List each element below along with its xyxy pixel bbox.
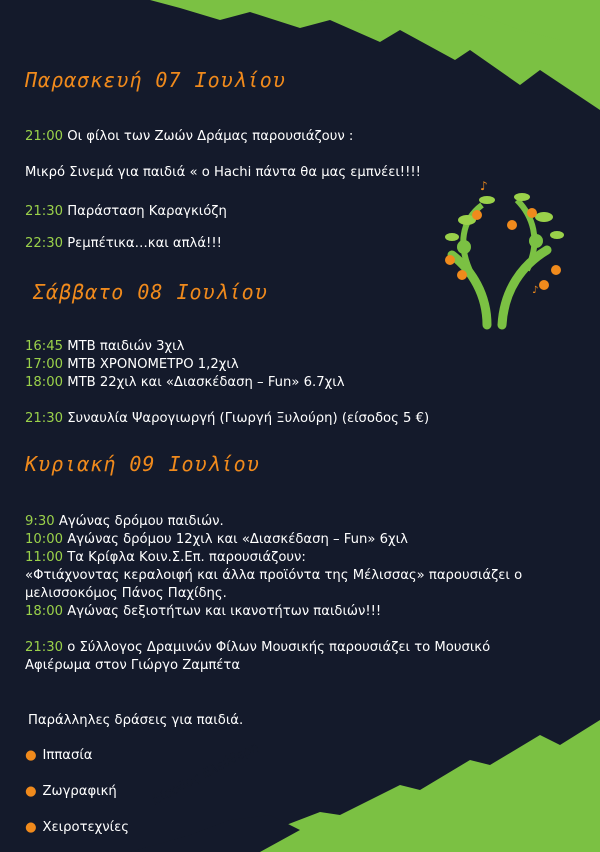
friday-event-2 [25,165,421,180]
event-text: MTB 22χιλ και «Διασκέδαση – Fun» 6.7χιλ [63,375,345,390]
sunday-event-4 [25,568,522,583]
svg-text:♪: ♪ [532,285,539,296]
saturday-event-3 [25,375,345,390]
event-time: 9:30 [25,514,55,529]
friday-title: Παρασκευή 07 Ιουλίου [25,68,286,92]
saturday-title: Σάββατο 08 Ιουλίου [33,280,268,304]
kids-item-label: Ιππασία [42,748,93,763]
sunday-event-3 [25,550,306,565]
event-text: Αγώνας δρόμου παιδιών. [54,514,224,529]
tree-figures-icon [432,175,572,335]
event-text: Αφιέρωμα στον Γιώργο Ζαμπέτα [25,658,241,673]
sunday-title: Κυριακή 09 Ιουλίου [25,452,260,476]
event-time: 21:00 [25,129,64,144]
event-text: Οι φίλοι των Ζωών Δράμας παρουσιάζουν : [63,129,354,144]
event-text: Αγώνας δρόμου 12χιλ και «Διασκέδαση – Fun» 6χιλ [63,532,408,547]
kids-heading: Παράλληλες δράσεις για παιδιά. [28,713,244,728]
event-text: «Φτιάχνοντας κεραλοιφή και άλλα προϊόντα της Μέλισσας» παρουσιάζει ο [25,568,523,583]
kids-item [25,820,129,835]
sunday-event-1 [25,514,224,529]
event-text: Ρεμπέτικα…και απλά!!! [63,236,222,251]
event-time: 10:00 [25,532,64,547]
saturday-event-4 [25,411,429,426]
kids-item-label: Χειροτεχνίες [42,820,129,835]
sunday-event-5 [25,586,227,601]
bullet-dot-icon: ● [25,820,37,835]
friday-event-4 [25,236,222,251]
free-entry-label: Είσοδος Ελεύθερη [150,739,262,809]
friday-event-1 [25,129,353,144]
sunday-event-8 [25,658,240,673]
saturday-event-2 [25,357,239,372]
event-text: μελισσοκόμος Πάνος Παχίδης. [25,586,227,601]
bullet-dot-icon: ● [25,748,37,763]
sunday-event-6 [25,604,381,619]
svg-text:♪: ♪ [480,179,488,193]
event-time: 21:30 [25,411,64,426]
kids-item [25,748,93,763]
kids-item [25,784,117,799]
event-text: MTB παιδιών 3χιλ [63,339,185,354]
event-text: MTB ΧΡΟΝΟΜΕΤΡΟ 1,2χιλ [63,357,239,372]
sunday-event-7 [25,640,490,655]
event-time: 21:30 [25,204,64,219]
event-time: 17:00 [25,357,64,372]
event-time: 22:30 [25,236,64,251]
event-text: Παράσταση Καραγκιόζη [63,204,227,219]
event-time: 21:30 [25,640,64,655]
event-text: ο Σύλλογος Δραμινών Φίλων Μουσικής παρουσιάζει το Μουσικό [63,640,491,655]
event-time: 18:00 [25,604,64,619]
sunday-event-2 [25,532,408,547]
event-time: 16:45 [25,339,64,354]
friday-event-3 [25,204,227,219]
event-time: 18:00 [25,375,64,390]
bullet-dot-icon: ● [25,784,37,799]
event-text: Μικρό Σινεμά για παιδιά « ο Hachi πάντα θα μας εμπνέει!!!! [25,165,421,180]
event-text: Αγώνας δεξιοτήτων και ικανοτήτων παιδιών!!! [63,604,382,619]
event-time: 11:00 [25,550,64,565]
kids-item-label: Ζωγραφική [42,784,117,799]
saturday-event-1 [25,339,184,354]
event-text: Συναυλία Ψαρογιωργή (Γιωργή Ξυλούρη) (είσοδος 5 €) [63,411,430,426]
event-text: Τα Κρίφλα Κοιν.Σ.Επ. παρουσιάζουν: [63,550,306,565]
